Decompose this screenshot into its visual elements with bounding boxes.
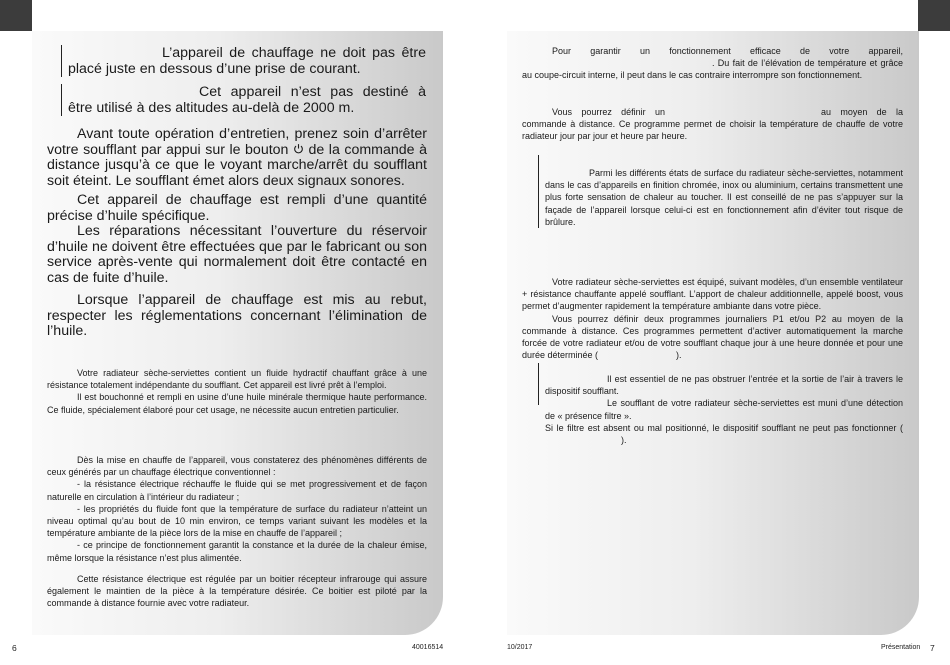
corner-tab-left	[0, 0, 32, 31]
fan-warning-section	[545, 373, 903, 446]
page-number-right: 7	[930, 643, 935, 653]
disposal-paragraph	[47, 293, 427, 340]
regulation-text: Cette résistance électrique est régulée par un boitier récepteur infrarouge qui assure également le maintien de la pièce à la température désirée. Ce boitier est piloté par la commande à distance fournie avec votre radiateur.	[47, 574, 427, 609]
disposal-text: Lorsque l’appareil de chauffage est mis au rebut, respecter les réglementations concernant l’élimination de l’huile.	[47, 292, 427, 340]
fan-warning-text-1: Il est essentiel de ne pas obstruer l’entrée et la sortie de l’air à travers le dispositif soufflant.	[545, 374, 903, 397]
surface-warning-bar	[538, 155, 539, 228]
section-label: Présentation	[881, 644, 921, 651]
efficiency-section	[522, 45, 903, 82]
fluid-section	[47, 367, 427, 416]
fluid-text-1: Votre radiateur sèche-serviettes contient un fluide hydractif chauffant grâce à une résistance totalement indépendante du soufflant. Cet appareil est livré prêt à l’emploi.	[47, 368, 427, 391]
warning-altitude	[68, 85, 426, 116]
fan-warning-text-2: Le soufflant de votre radiateur sèche-serviettes est muni d’une détection de « présence filtre ».	[545, 398, 903, 421]
surface-warning-text: Parmi les différents états de surface du radiateur sèche-serviettes, notamment dans le cas d’appareils en finition chromée, inox ou aluminium, certains transmettent une plus forte sensation de chaleur au toucher. Il est conseillé de ne pas s’appuyer sur la façade de l’appareil lorsque celui-ci est en fonctionnement afin d’éviter tout risque de brûlure.	[545, 168, 903, 227]
doc-code: 40016514	[412, 644, 444, 651]
power-icon	[293, 143, 304, 155]
fan-section	[522, 276, 903, 361]
efficiency-text-a: Pour garantir un fonctionnement efficace de votre appareil,	[552, 46, 903, 56]
oil-text-1: Cet appareil de chauffage est rempli d’une quantité précise d’huile spécifique.	[47, 192, 427, 224]
phenomena-item-3: - ce principe de fonctionnement garantit la constance et la durée de la chaleur émise, même lorsque la résistance n’est plus alimentée.	[47, 540, 427, 563]
warning-text-2: Cet appareil n’est pas destiné à être utilisé à des altitudes au-delà de 2000 m.	[68, 84, 426, 116]
page-number-left: 6	[12, 643, 17, 653]
efficiency-text-b: . Du fait de l’élévation de température et grâce au coupe-circuit interne, il peut dans le cas contraire interrompre son fonctionnement.	[522, 58, 903, 81]
fan-warning-text-3b: ).	[621, 435, 627, 446]
date-label: 10/2017	[507, 644, 533, 651]
program-section	[522, 106, 903, 143]
corner-tab-right	[918, 0, 950, 31]
phenomena-item-1: - la résistance électrique réchauffe le fluide qui se met progressivement et de façon naturelle en circulation à l’intérieur du radiateur ;	[47, 479, 427, 502]
fluid-text-2: Il est bouchonné et rempli en usine d’une huile minérale thermique haute performance. Ce fluide, spécialement élaboré pour cet usage, ne nécessite aucun entretien particulier.	[47, 392, 427, 415]
program-text-a: Vous pourrez définir un	[552, 107, 666, 117]
maintenance-paragraph	[47, 127, 427, 189]
surface-warning-section	[545, 167, 903, 228]
fan-text-2b: ).	[676, 350, 682, 361]
phenomena-item-2: - les propriétés du fluide font que la température de surface du radiateur n’atteint un niveau optimal qu’au bout de 10 min environ, ce temps variant suivant les modèles et la température ambiante de la pièce lors de la mise en chauffe de l’appareil ;	[47, 503, 427, 539]
fan-text-1: Votre radiateur sèche-serviettes est équipé, suivant modèles, d’un ensemble ventilateur + résistance chauffante appelé soufflant. L’apport de chaleur additionnelle, appelé boost, vous permet d’augmenter rapidement la température ambiante dans votre pièce.	[522, 277, 903, 312]
program-text-b: au moyen de la commande à distance. Ce programme permet de choisir la température de chauffe de votre radiateur jour par jour et heure par heure.	[522, 107, 904, 142]
maintenance-text-a: Avant toute opération d’entretien, prenez soin d’arrêter votre soufflant par appui sur le bouton	[47, 126, 427, 158]
fan-warning-bar	[538, 363, 539, 405]
oil-text-2: Les réparations nécessitant l’ouverture du réservoir d’huile ne doivent être effectuées que par le fabricant ou son service après-vente qui normalement doit être contacté en cas de fuite d’huile.	[47, 223, 427, 286]
warning-bar-1	[61, 45, 62, 77]
fan-text-2a: Vous pourrez définir deux programmes journaliers P1 et/ou P2 au moyen de la commande à distance. Ces programmes permettent d’activer automatiquement la marche forcée de votre radiateur et/ou de votre soufflant chaque jour à une heure donnée et pour une durée déterminée (	[522, 313, 903, 361]
phenomena-intro: Dès la mise en chauffe de l’appareil, vous constaterez des phénomènes différents de ceux générés par un chauffage électrique conventionnel :	[47, 455, 427, 478]
regulation-section	[47, 573, 427, 610]
fan-warning-text-3a: Si le filtre est absent ou mal positionné, le dispositif soufflant ne peut pas fonctionner (	[545, 422, 903, 433]
maintenance-text-b: de la commande à distance jusqu’à ce que le voyant marche/arrêt du soufflant soit éteint. Le soufflant émet alors deux signaux sonores.	[47, 141, 427, 189]
phenomena-section	[47, 454, 427, 564]
oil-paragraph	[47, 193, 427, 287]
warning-bar-2	[61, 84, 62, 116]
warning-text-1: L’appareil de chauffage ne doit pas être placé juste en dessous d’une prise de courant.	[68, 45, 426, 77]
warning-altitude-outlet	[68, 46, 426, 77]
